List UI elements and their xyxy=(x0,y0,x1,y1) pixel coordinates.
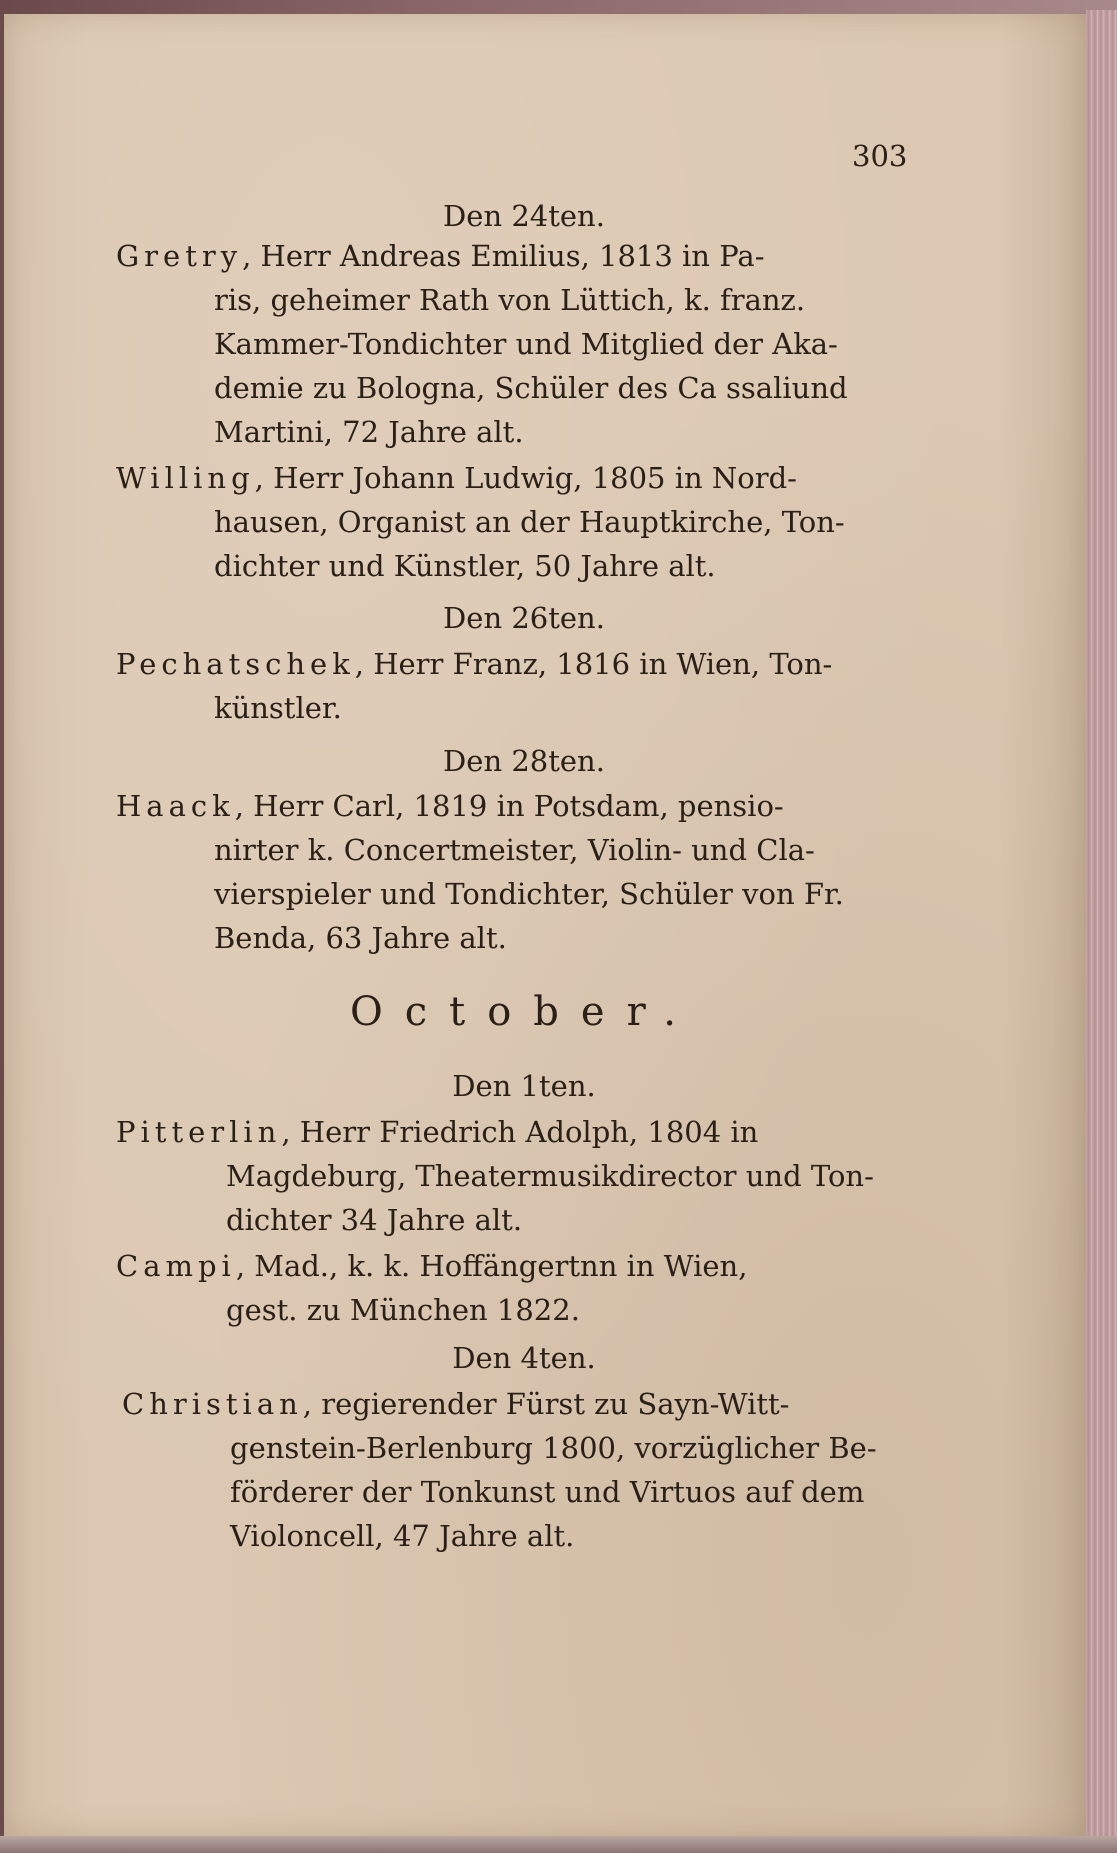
entry-haack-line-1: Haack, Herr Carl, 1819 in Potsdam, pensio- xyxy=(116,789,784,823)
entry-haack-line-2: nirter k. Concertmeister, Violin- und Cla- xyxy=(214,833,815,867)
date-heading-26: Den 26ten. xyxy=(443,601,605,635)
entry-pitterlin-line-2: Magdeburg, Theatermusikdirector und Ton- xyxy=(226,1159,874,1193)
date-heading-24: Den 24ten. xyxy=(443,199,605,233)
entry-campi-line-1: Campi, Mad., k. k. Hoffängertnn in Wien, xyxy=(116,1249,748,1283)
date-heading-1: Den 1ten. xyxy=(452,1069,596,1103)
book-page xyxy=(4,14,1086,1836)
entry-pechatschek-line-1: Pechatschek, Herr Franz, 1816 in Wien, Ton- xyxy=(116,647,833,681)
entry-gretry-line-4: demie zu Bologna, Schüler des Ca ssaliund xyxy=(214,371,848,405)
entry-name-pechatschek: Pechatschek xyxy=(116,647,355,681)
month-heading-october: October. xyxy=(349,989,699,1035)
entry-christian-line-4: Violoncell, 47 Jahre alt. xyxy=(230,1519,575,1553)
entry-name-willing: Willing xyxy=(116,461,255,495)
entry-name-christian: Christian xyxy=(122,1387,303,1421)
entry-gretry-line-5: Martini, 72 Jahre alt. xyxy=(214,415,524,449)
entry-name-pitterlin: Pitterlin xyxy=(116,1115,282,1149)
entry-pechatschek-line-2: künstler. xyxy=(214,691,342,725)
entry-pitterlin-line-1: Pitterlin, Herr Friedrich Adolph, 1804 in xyxy=(116,1115,759,1149)
entry-willing-line-2: hausen, Organist an der Hauptkirche, Ton- xyxy=(214,505,845,539)
entry-willing-line-1: Willing, Herr Johann Ludwig, 1805 in Nord- xyxy=(116,461,797,495)
page-stack-edge xyxy=(1086,10,1117,1845)
date-heading-28: Den 28ten. xyxy=(443,744,605,778)
entry-name-haack: Haack xyxy=(116,789,235,823)
entry-christian-line-3: förderer der Tonkunst und Virtuos auf dem xyxy=(230,1475,865,1509)
entry-willing-line-3: dichter und Künstler, 50 Jahre alt. xyxy=(214,549,716,583)
entry-name-gretry: Gretry xyxy=(116,239,243,273)
entry-gretry-line-3: Kammer-Tondichter und Mitglied der Aka- xyxy=(214,327,838,361)
date-heading-4: Den 4ten. xyxy=(452,1341,596,1375)
entry-campi-line-2: gest. zu München 1822. xyxy=(226,1293,580,1327)
entry-haack-line-4: Benda, 63 Jahre alt. xyxy=(214,921,507,955)
entry-haack-line-3: vierspieler und Tondichter, Schüler von Fr. xyxy=(214,877,844,911)
book-bottom-edge xyxy=(0,1836,1117,1853)
entry-gretry-line-2: ris, geheimer Rath von Lüttich, k. franz. xyxy=(214,283,806,317)
entry-pitterlin-line-3: dichter 34 Jahre alt. xyxy=(226,1203,523,1237)
entry-christian-line-2: genstein-Berlenburg 1800, vorzüglicher Be- xyxy=(230,1431,877,1465)
entry-gretry-line-1: Gretry, Herr Andreas Emilius, 1813 in Pa- xyxy=(116,239,765,273)
entry-christian-line-1: Christian, regierender Fürst zu Sayn-Witt- xyxy=(122,1387,790,1421)
page-number: 303 xyxy=(852,139,908,173)
entry-name-campi: Campi xyxy=(116,1249,236,1283)
